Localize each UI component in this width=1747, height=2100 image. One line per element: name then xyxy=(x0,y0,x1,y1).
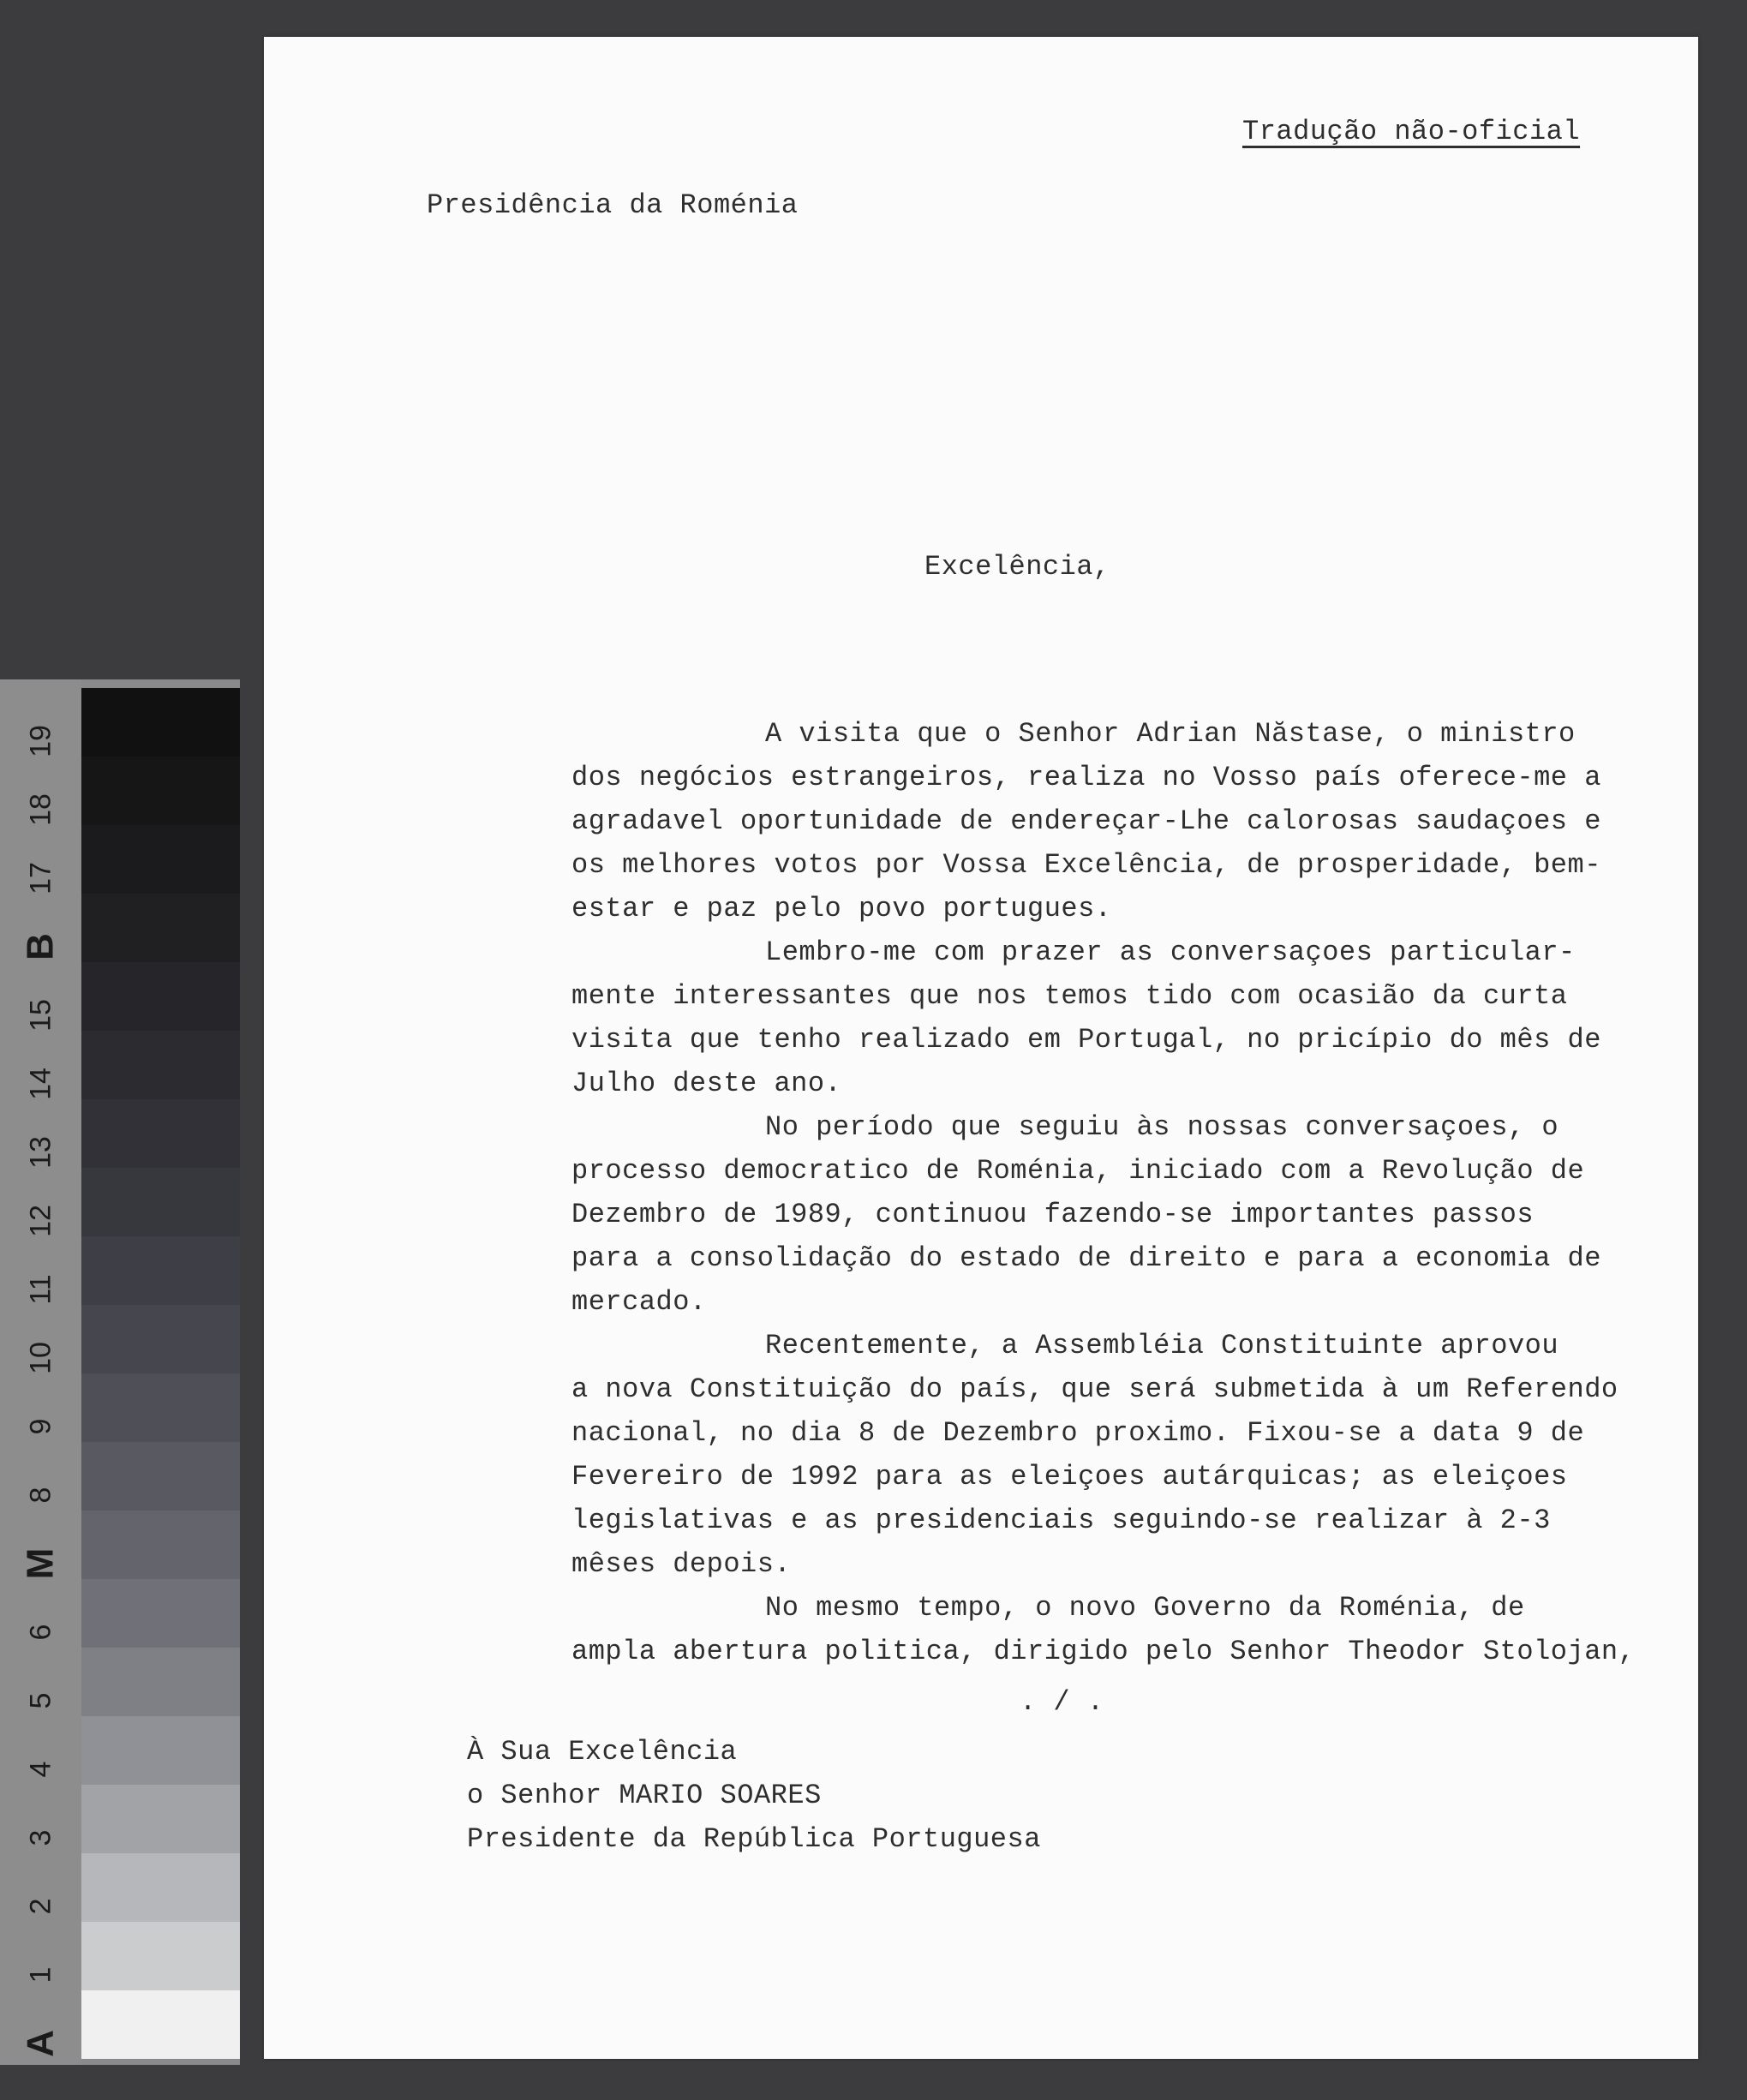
body-line: processo democratico de Roménia, iniciado com a Revolução de xyxy=(571,1155,1585,1187)
scale-label: 6 xyxy=(24,1624,57,1641)
scale-label: M xyxy=(19,1547,62,1580)
gray-patch xyxy=(81,1031,240,1099)
gray-patch xyxy=(81,688,240,757)
gray-patch xyxy=(81,1990,240,2059)
gray-patch xyxy=(81,1785,240,1853)
scale-label: 12 xyxy=(24,1205,57,1237)
body-line: mente interessantes que nos temos tido com ocasião da curta xyxy=(571,980,1568,1012)
letter-page xyxy=(264,37,1698,2059)
recipient-line: À Sua Excelência xyxy=(467,1736,738,1768)
body-line: mercado. xyxy=(571,1286,707,1318)
gray-patch xyxy=(81,757,240,825)
body-line: Dezembro de 1989, continuou fazendo-se importantes passos xyxy=(571,1199,1535,1230)
body-line: No período que seguiu às nossas conversaçoes, o xyxy=(765,1111,1559,1143)
gray-patch xyxy=(81,1305,240,1373)
body-line: dos negócios estrangeiros, realiza no Vosso país oferece-me a xyxy=(571,762,1601,793)
body-line: ampla abertura politica, dirigido pelo Senhor Theodor Stolojan, xyxy=(571,1636,1636,1667)
scale-label: 9 xyxy=(24,1418,57,1435)
gray-patch xyxy=(81,1579,240,1648)
scale-label: 19 xyxy=(24,725,57,757)
gray-patch xyxy=(81,1853,240,1922)
body-line: Fevereiro de 1992 para as eleiçoes autárquicas; as eleiçoes xyxy=(571,1461,1568,1493)
gray-patch xyxy=(81,962,240,1031)
body-line: agradavel oportunidade de endereçar-Lhe calorosas saudaçoes e xyxy=(571,805,1601,837)
scale-label: 11 xyxy=(24,1274,57,1305)
gray-patch xyxy=(81,825,240,894)
scale-label: 18 xyxy=(24,793,57,826)
gray-patch xyxy=(81,1922,240,1990)
scale-labels xyxy=(0,679,81,2065)
body-line: Lembro-me com prazer as conversaçoes particular- xyxy=(765,936,1576,968)
scale-label: 15 xyxy=(24,999,57,1032)
body-line: Julho deste ano. xyxy=(571,1068,842,1099)
body-line: mêses depois. xyxy=(571,1548,792,1580)
gray-patch xyxy=(81,894,240,962)
scale-label: B xyxy=(19,933,62,960)
gray-patch xyxy=(81,1168,240,1236)
scale-label: 13 xyxy=(24,1136,57,1169)
scale-label: 1 xyxy=(24,1966,57,1983)
scale-label: 10 xyxy=(24,1342,57,1374)
gray-patch xyxy=(81,1716,240,1785)
scale-label: 14 xyxy=(24,1068,57,1100)
body-line: Recentemente, a Assembléia Constituinte aprovou xyxy=(765,1330,1559,1361)
salutation: Excelência, xyxy=(924,551,1110,583)
scale-label: 4 xyxy=(24,1761,57,1778)
body-line: legislativas e as presidenciais seguindo-se realizar à 2-3 xyxy=(571,1505,1551,1536)
sender-heading: Presidência da Roménia xyxy=(427,189,799,221)
gray-patches xyxy=(81,688,240,2059)
continuation-mark: . / . xyxy=(1020,1686,1104,1718)
color-calibration-strip xyxy=(0,679,240,2065)
body-line: A visita que o Senhor Adrian Năstase, o ministro xyxy=(765,718,1576,750)
gray-patch xyxy=(81,1648,240,1716)
recipient-line: o Senhor MARIO SOARES xyxy=(467,1780,822,1811)
gray-patch xyxy=(81,1511,240,1579)
body-line: visita que tenho realizado em Portugal, no pricípio do mês de xyxy=(571,1024,1601,1056)
body-line: a nova Constituição do país, que será submetida à um Referendo xyxy=(571,1373,1618,1405)
gray-patch xyxy=(81,1099,240,1168)
body-line: estar e paz pelo povo portugues. xyxy=(571,893,1112,924)
translation-note: Tradução não-oficial xyxy=(1242,116,1581,147)
gray-patch xyxy=(81,1236,240,1305)
body-line: nacional, no dia 8 de Dezembro proximo. Fixou-se a data 9 de xyxy=(571,1417,1585,1449)
scale-label: 17 xyxy=(24,862,57,894)
body-line: No mesmo tempo, o novo Governo da Roménia, de xyxy=(765,1592,1525,1624)
gray-patch xyxy=(81,1442,240,1511)
scale-label: 2 xyxy=(24,1898,57,1915)
scale-label: 8 xyxy=(24,1487,57,1504)
scale-label: 5 xyxy=(24,1692,57,1709)
scale-label: A xyxy=(19,2030,62,2057)
body-line: os melhores votos por Vossa Excelência, de prosperidade, bem- xyxy=(571,849,1601,881)
gray-patch xyxy=(81,1373,240,1442)
scale-label: 3 xyxy=(24,1829,57,1846)
body-line: para a consolidação do estado de direito e para a economia de xyxy=(571,1242,1601,1274)
recipient-line: Presidente da República Portuguesa xyxy=(467,1823,1041,1855)
